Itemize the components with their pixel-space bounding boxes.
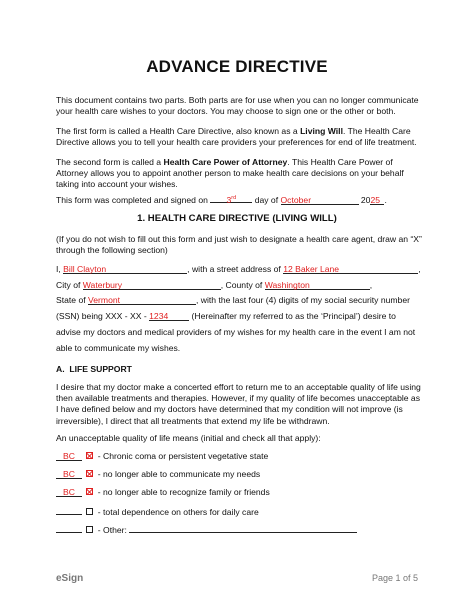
initials-field[interactable] [56,487,82,497]
quality-item [56,451,426,462]
state-label: State of [56,295,86,305]
ssn-value: 1234 [149,311,169,321]
ssn-field[interactable] [149,311,189,321]
completion-date-line: This form was completed and signed on 3rd day of October 2025 . [56,194,387,205]
i-label: I, [56,264,61,274]
unchecked-box-icon[interactable] [86,508,93,515]
intro-p2-text: The first form is called a Health Care Directive, also known as a [56,126,301,136]
ssn-label: , with the last four (4) digits of my social security number [196,295,410,305]
page-number: Page 1 of 5 [371,573,418,583]
section-1-note: (If you do not wish to fill out this form and just wish to designate a health care agent, draw an “X” through the following section) [56,234,422,256]
checked-box-icon[interactable] [86,470,93,477]
checked-box-icon[interactable] [86,452,93,459]
month-value: October [280,194,312,205]
name-value: Bill Clayton [63,264,107,274]
initials-value: BC [63,451,75,461]
quality-item-text: - Other: [97,525,127,535]
city-field[interactable] [83,280,221,290]
poa-term: Health Care Power of Attorney [163,157,288,167]
county-field[interactable] [265,280,370,290]
completion-label: This form was completed and signed on [56,194,208,205]
living-will-term: Living Will [300,126,343,136]
intro-paragraph-1: This document contains two parts. Both parts are for use when you can no longer communicate your health care wishes to your doctors. You may choose to sign one or the other or both. [56,95,419,117]
advise-line: advise my doctors and medical providers of my wishes for my health care in the event I am not [56,327,416,337]
address-label: , with a street address of [187,264,281,274]
city-value: Waterbury [82,280,123,290]
quality-item-text: - Chronic coma or persistent vegetative state [97,451,269,461]
address-field[interactable] [283,264,418,274]
intro-p3-text-end: . This Health Care Power of Attorney allows you to appoint another person to make health care decisions on your behalf taking into account your wishes. [56,157,404,190]
intro-p2-text-end: . The Health Care Directive allows you to tell your health care providers your preferences for end of life treatment. [56,126,417,148]
year-prefix: 20 [360,194,371,205]
state-value: Vermont [88,295,121,305]
ssn-suffix: (Hereinafter my referred to as the ‘Principal’) desire to [191,311,396,321]
ssn-line [56,311,426,322]
city-county-line: City of Waterbury , County of Washington , [56,280,373,290]
intro-paragraph-2 [56,126,422,148]
life-support-desire: I desire that my doctor make a concerted effort to return me to an acceptable quality of life using then available treatments and therapies. However, if my quality of life becomes unacceptable as I have defined below and my doctors have determined that my condition will not improve (is irreversible), I direct that all treatments that extend my life be withdrawn. [56,382,421,426]
quality-item [56,505,426,518]
name-field[interactable] [63,264,187,274]
year-field[interactable] [370,195,384,205]
initials-field[interactable] [56,451,82,461]
day-of-label: day of [254,194,279,205]
quality-item-text: - no longer able to communicate my needs [97,469,261,479]
state-field[interactable] [88,295,196,305]
address-value: 12 Baker Lane [283,264,340,274]
quality-item [56,523,426,536]
county-label: , County of [220,280,263,290]
intro-paragraph-3 [56,157,422,191]
principal-name-line: I, Bill Clayton , with a street address of 12 Baker Lane , [56,264,421,274]
month-field[interactable] [281,195,359,205]
checked-box-icon[interactable] [86,488,93,495]
document-title: ADVANCE DIRECTIVE [146,57,328,76]
initials-value: BC [63,469,75,479]
quality-item [56,487,426,498]
initials-field[interactable] [56,469,82,479]
initials-field[interactable] [56,505,82,515]
ssn-prefix: (SSN) being XXX - XX - [56,311,147,321]
year-value: 25 [370,194,381,205]
day-field[interactable] [210,193,252,203]
able-line: able to communicate my wishes. [56,343,181,353]
section-1-heading: 1. HEALTH CARE DIRECTIVE (LIVING WILL) [137,213,337,224]
county-value: Washington [264,280,310,290]
state-line [56,295,426,306]
life-support-heading: A. LIFE SUPPORT [56,364,132,374]
intro-p3-text: The second form is called a [56,157,164,167]
esign-logo: eSign [56,573,84,584]
day-suffix: rd [231,195,237,201]
initials-field[interactable] [56,523,82,533]
quality-item [56,469,426,480]
quality-item-text: - total dependence on others for daily care [97,507,259,517]
initials-value: BC [63,487,75,497]
unchecked-box-icon[interactable] [86,526,93,533]
quality-item-text: - no longer able to recognize family or friends [97,487,270,497]
other-field[interactable] [129,523,357,533]
unacceptable-label: An unacceptable quality of life means (initial and check all that apply): [56,433,321,443]
city-label: City of [56,280,81,290]
day-value: 3 [226,194,232,205]
